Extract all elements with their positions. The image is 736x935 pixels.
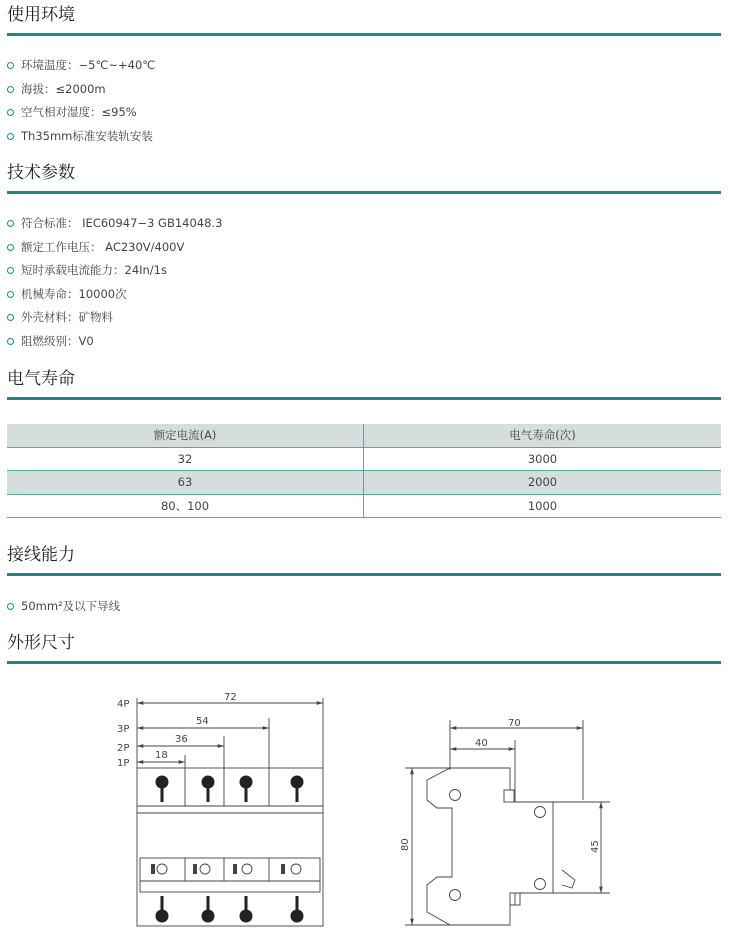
circle-bullet-icon (7, 62, 14, 69)
table-cell: 63 (7, 471, 364, 495)
pole-label-4p: 4P (117, 699, 130, 710)
pole-label-3p: 3P (117, 724, 130, 735)
environment-list (7, 54, 155, 148)
dim-70: 70 (508, 718, 521, 729)
list-item: 额定工作电压： AC230V/400V (7, 236, 222, 260)
table-cell: 32 (7, 447, 364, 471)
dim-40: 40 (475, 738, 488, 749)
table-row (7, 447, 721, 471)
column-header: 电气寿命(次) (509, 428, 576, 443)
section-divider (7, 33, 721, 36)
circle-bullet-icon (7, 267, 14, 274)
side-view-drawing (400, 718, 610, 925)
table-cell: 80、100 (7, 494, 364, 518)
section-divider (7, 573, 721, 576)
section-title-technical: 技术参数 (7, 163, 75, 183)
list-item: 机械寿命：10000次 (7, 283, 222, 307)
section-title-dimensions: 外形尺寸 (7, 633, 75, 653)
table-row (7, 494, 721, 518)
circle-bullet-icon (7, 220, 14, 227)
section-divider (7, 191, 721, 194)
list-item: 环境温度：−5℃~+40℃ (7, 54, 155, 78)
section-title-environment: 使用环境 (7, 5, 75, 25)
table-cell: 2000 (527, 475, 558, 490)
list-item: 短时承载电流能力：24In/1s (7, 259, 222, 283)
section-title-electrical-life: 电气寿命 (7, 369, 75, 389)
circle-bullet-icon (7, 109, 14, 116)
pole-label-1p: 1P (117, 758, 130, 769)
circle-bullet-icon (7, 291, 14, 298)
list-item: 阻燃级别：V0 (7, 330, 222, 354)
circle-bullet-icon (7, 244, 14, 251)
section-title-wiring: 接线能力 (7, 545, 75, 565)
dim-18: 18 (155, 750, 168, 761)
column-header: 额定电流(A) (7, 424, 364, 447)
circle-bullet-icon (7, 133, 14, 140)
section-dimensions (7, 631, 721, 655)
section-electrical-life (7, 367, 721, 513)
technical-list (7, 212, 222, 353)
dim-45: 45 (590, 840, 601, 853)
table-row (7, 471, 721, 495)
list-item: 外壳材料：矿物料 (7, 306, 222, 330)
list-item: Th35mm标准安装轨安装 (7, 125, 155, 149)
circle-bullet-icon (7, 603, 14, 610)
circle-bullet-icon (7, 338, 14, 345)
table-header-row (7, 424, 721, 447)
list-item: 海拔：≤2000m (7, 78, 155, 102)
pole-label-2p: 2P (117, 743, 130, 754)
electrical-life-table (7, 424, 721, 518)
circle-bullet-icon (7, 314, 14, 321)
list-item: 空气相对湿度：≤95% (7, 101, 155, 125)
section-divider (7, 661, 721, 664)
circle-bullet-icon (7, 86, 14, 93)
dim-54: 54 (196, 716, 209, 727)
dim-36: 36 (175, 734, 188, 745)
table-cell: 1000 (527, 498, 558, 513)
dim-72: 72 (224, 692, 237, 703)
section-technical (7, 161, 721, 348)
list-item: 符合标准： IEC60947−3 GB14048.3 (7, 212, 222, 236)
list-item: 50mm²及以下导线 (7, 595, 120, 619)
table-cell: 3000 (527, 451, 558, 466)
front-view-drawing (117, 692, 323, 926)
section-environment (7, 3, 721, 143)
section-divider (7, 397, 721, 400)
section-wiring (7, 543, 721, 613)
wiring-list (7, 595, 120, 619)
dim-80: 80 (400, 838, 411, 851)
